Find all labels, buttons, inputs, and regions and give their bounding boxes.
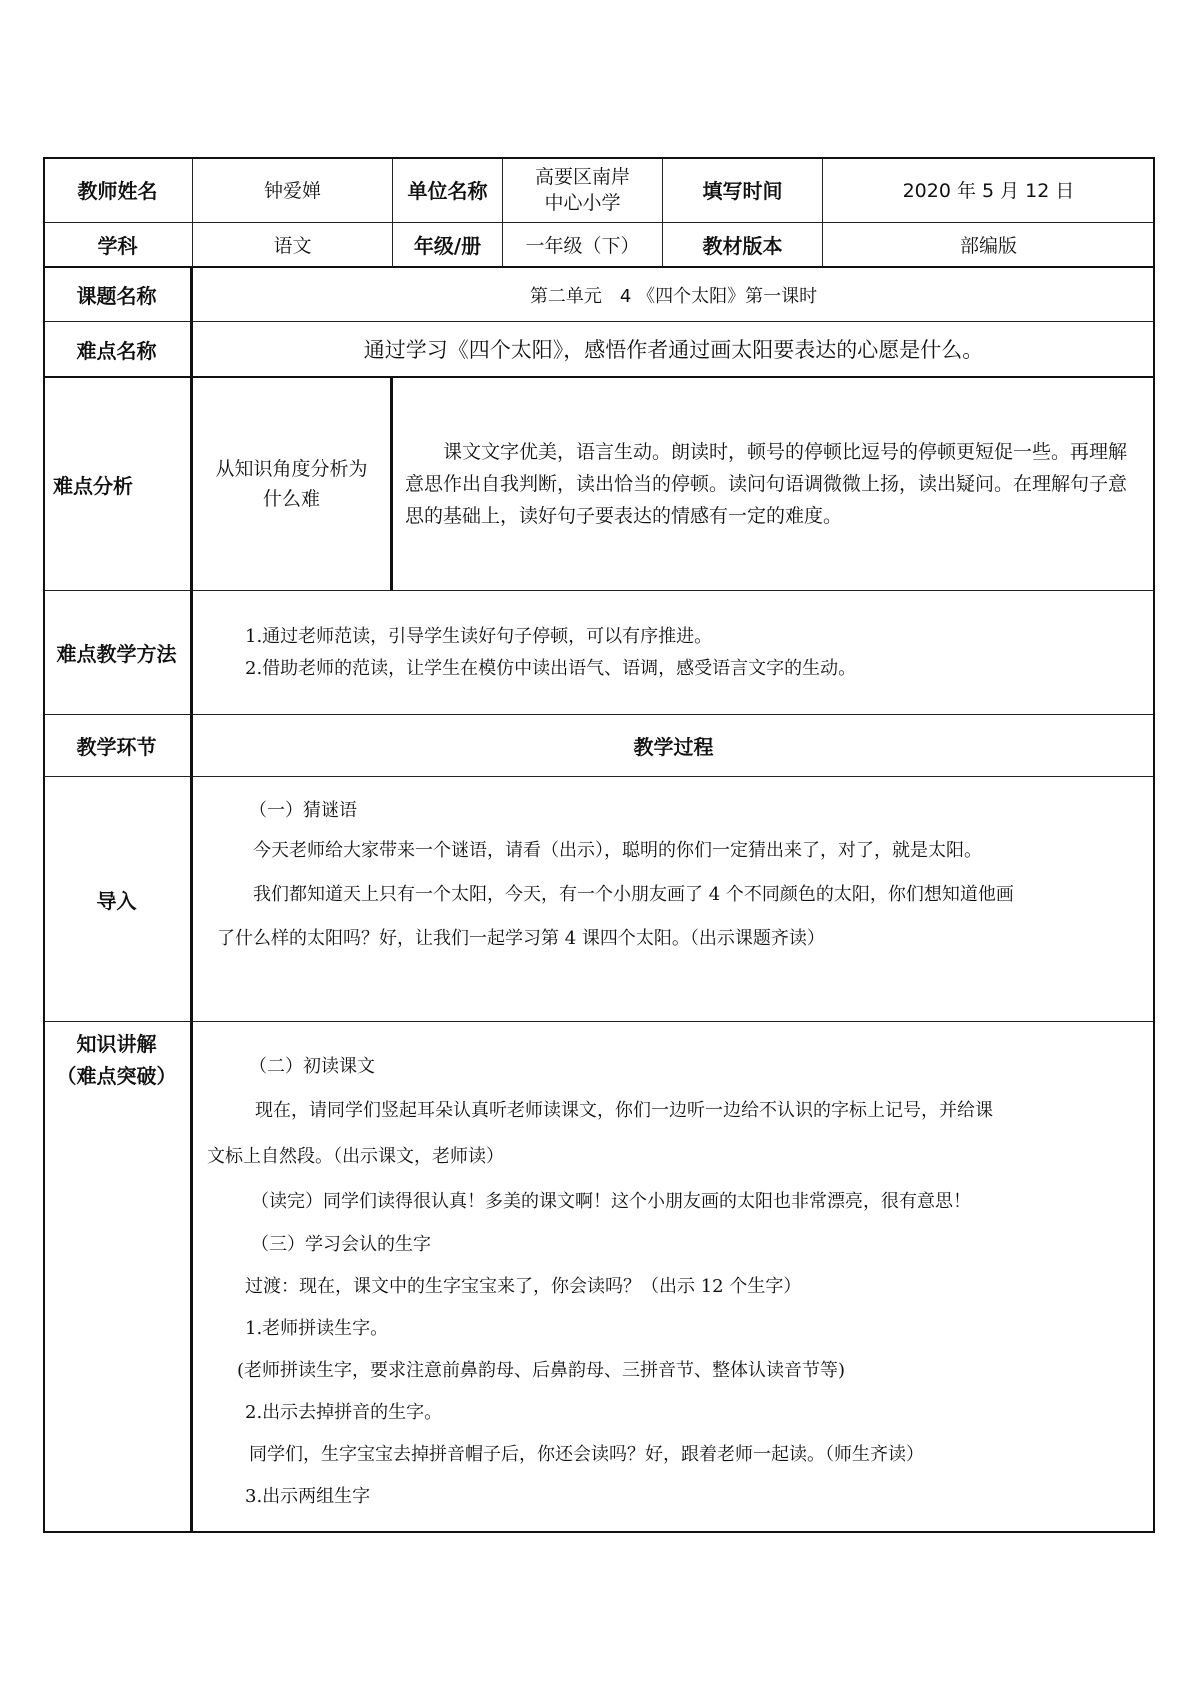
difficulty-name-label: 难点名称 <box>43 322 193 378</box>
knowledge-step3: 3.出示两组生字 <box>245 1486 371 1507</box>
knowledge-content <box>193 1022 1155 1533</box>
knowledge-label-line1: 知识讲解 <box>76 1032 157 1056</box>
edition-value: 部编版 <box>823 223 1155 268</box>
knowledge-para-a-line1: 现在，请同学们竖起耳朵认真听老师读课文，你们一边听一边给不认识的字标上记号，并给课 <box>255 1100 993 1121</box>
lesson-title-value: 第二单元 4 《四个太阳》第一课时 <box>193 268 1155 322</box>
unit-name-label: 单位名称 <box>393 157 503 223</box>
intro-heading: （一）猜谜语 <box>249 800 357 821</box>
difficulty-analysis-label: 难点分析 <box>43 378 193 591</box>
fill-date-value: 2020 年 5 月 12 日 <box>823 157 1155 223</box>
difficulty-analysis-subheading <box>193 378 393 591</box>
subject-value: 语文 <box>193 223 393 268</box>
knowledge-para-a-line2: 文标上自然段。（出示课文，老师读） <box>207 1146 504 1167</box>
teacher-name-value: 钟爱婵 <box>193 157 393 223</box>
knowledge-step1: 1.老师拼读生字。 <box>245 1318 389 1339</box>
lesson-title-label: 课题名称 <box>43 268 193 322</box>
teaching-method-content <box>193 591 1155 715</box>
knowledge-para-b: （读完）同学们读得很认真！多美的课文啊！这个小朋友画的太阳也非常漂亮，很有意思！ <box>251 1191 971 1212</box>
analysis-sub-line2: 什么难 <box>262 488 320 510</box>
unit-name-value <box>503 157 663 223</box>
analysis-text: 课文文字优美，语言生动。朗读时，顿号的停顿比逗号的停顿更短促一些。再理解意思作出自我判断，读出恰当的停顿。读问句语调微微上扬，读出疑问。在理解句子意思的基础上，读好句子要表达的情感有一定的难度。 <box>405 441 1128 527</box>
intro-content <box>193 777 1155 1022</box>
knowledge-heading2: （二）初读课文 <box>249 1056 375 1077</box>
teaching-stage-label: 教学环节 <box>43 715 193 777</box>
fill-date-label: 填写时间 <box>663 157 823 223</box>
method-item-1: 1.通过老师范读，引导学生读好句子停顿，可以有序推进。 <box>245 625 713 647</box>
subject-label: 学科 <box>43 223 193 268</box>
knowledge-label <box>43 1022 193 1533</box>
grade-value: 一年级（下） <box>503 223 663 268</box>
teacher-name-label: 教师姓名 <box>43 157 193 223</box>
intro-para1: 今天老师给大家带来一个谜语，请看（出示），聪明的你们一定猜出来了，对了，就是太阳。 <box>253 840 982 861</box>
unit-name-line2: 中心小学 <box>544 191 621 214</box>
teaching-method-label: 难点教学方法 <box>43 591 193 715</box>
intro-para2-line1: 我们都知道天上只有一个太阳，今天，有一个小朋友画了 4 个不同颜色的太阳，你们想知道他画 <box>253 884 1014 905</box>
knowledge-transition: 过渡：现在，课文中的生字宝宝来了，你会读吗？（出示 12 个生字） <box>245 1276 802 1297</box>
knowledge-step2: 2.出示去掉拼音的生字。 <box>245 1402 443 1423</box>
knowledge-heading3: （三）学习会认的生字 <box>251 1234 431 1255</box>
lesson-plan-table <box>43 157 1155 1533</box>
grade-label: 年级/册 <box>393 223 503 268</box>
intro-label: 导入 <box>43 777 193 1022</box>
difficulty-analysis-content <box>393 378 1155 591</box>
knowledge-step2-note: 同学们，生字宝宝去掉拼音帽子后，你还会读吗？好，跟着老师一起读。（师生齐读） <box>249 1444 924 1465</box>
unit-name-line1: 高要区南岸 <box>534 165 630 188</box>
knowledge-label-line2: （难点突破） <box>56 1064 177 1088</box>
analysis-sub-line1: 从知识角度分析为 <box>215 458 368 480</box>
method-item-2: 2.借助老师的范读，让学生在模仿中读出语气、语调，感受语言文字的生动。 <box>245 657 857 679</box>
difficulty-name-value: 通过学习《四个太阳》，感悟作者通过画太阳要表达的心愿是什么。 <box>193 322 1155 378</box>
edition-label: 教材版本 <box>663 223 823 268</box>
knowledge-step1-note: (老师拼读生字，要求注意前鼻韵母、后鼻韵母、三拼音节、整体认读音节等) <box>237 1360 846 1381</box>
teaching-process-label: 教学过程 <box>193 715 1155 777</box>
intro-para2-line2: 了什么样的太阳吗？好，让我们一起学习第 4 课四个太阳。（出示课题齐读） <box>217 928 825 949</box>
